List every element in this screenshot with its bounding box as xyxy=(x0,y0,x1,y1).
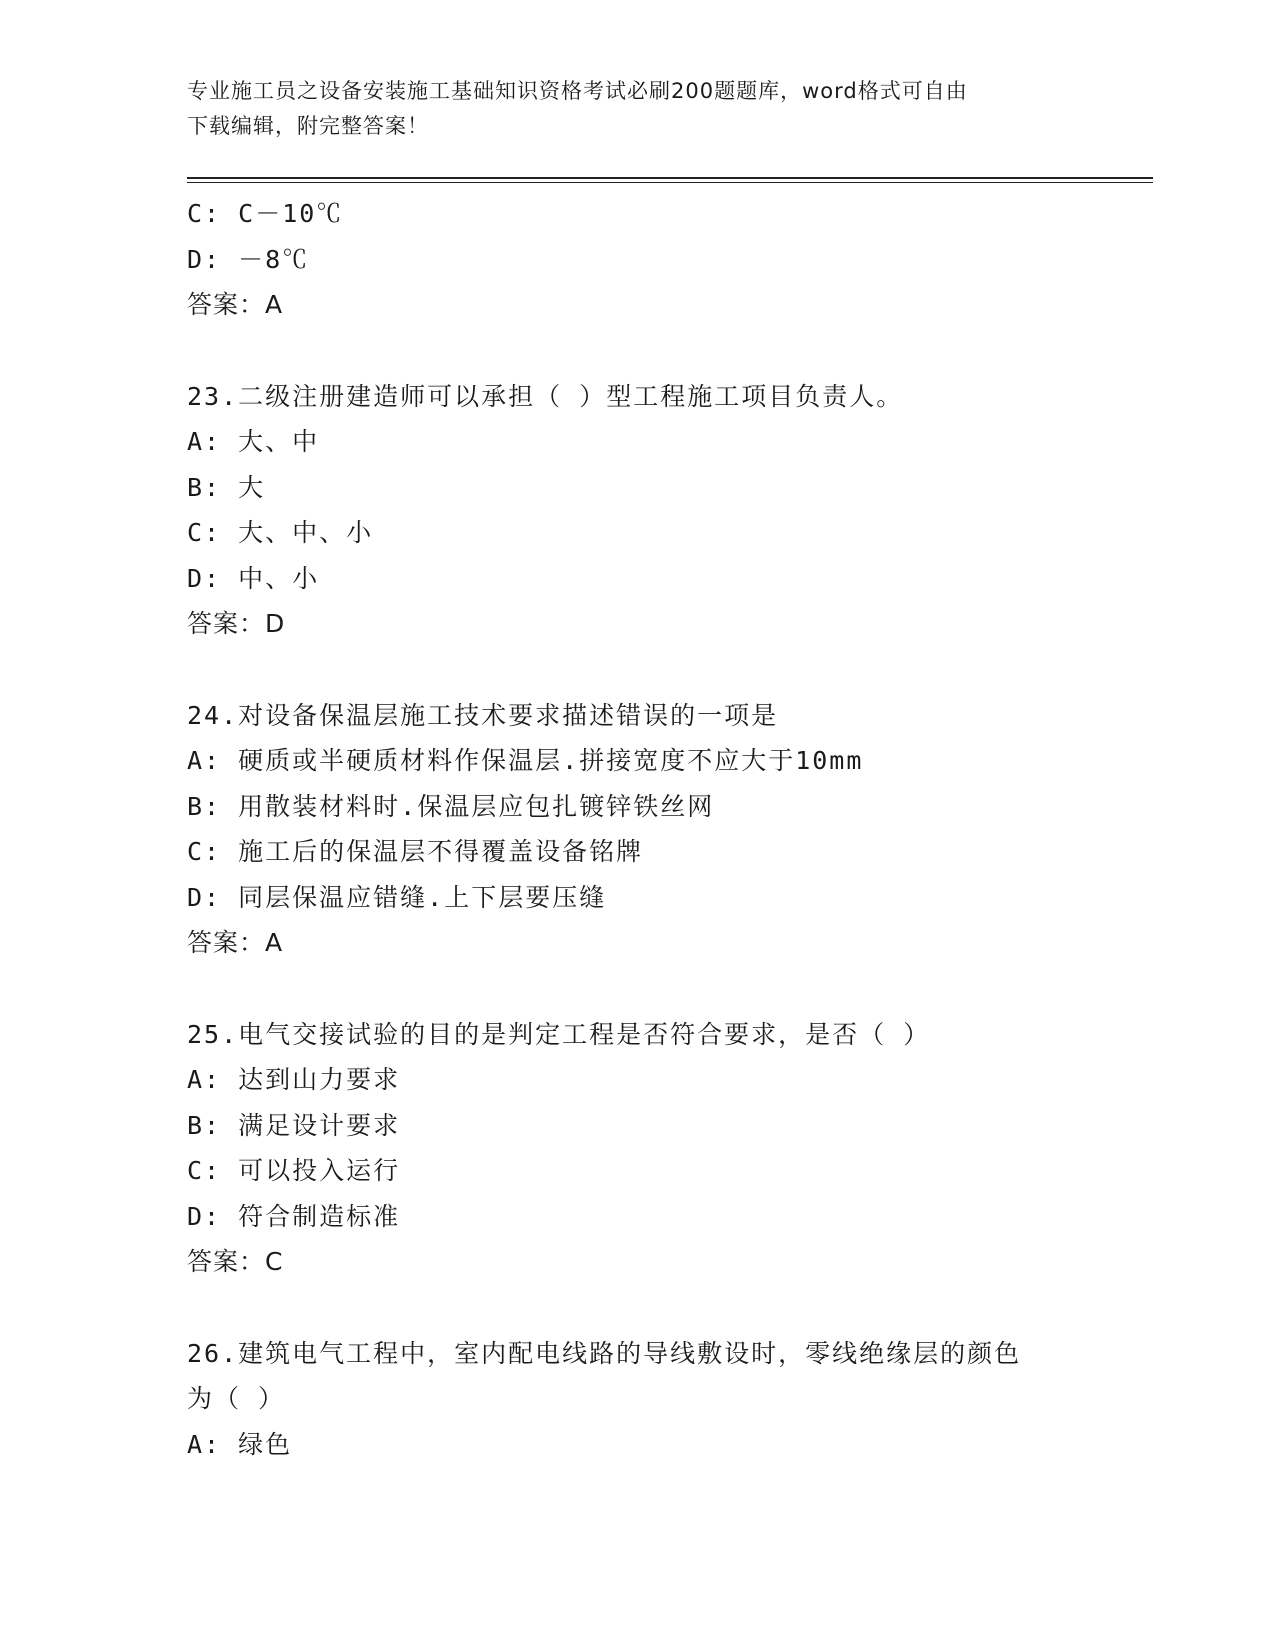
option-a: A: 大、中 xyxy=(187,427,320,456)
spacer xyxy=(187,966,1087,1012)
question-stem: 23.二级注册建造师可以承担（ ）型工程施工项目负责人。 xyxy=(187,381,904,411)
header-divider-thin xyxy=(187,182,1153,183)
option-d: D: 符合制造标准 xyxy=(187,1201,401,1231)
question-25 xyxy=(187,1012,1087,1285)
option-d: D: 中、小 xyxy=(187,563,320,593)
spacer xyxy=(187,328,1087,374)
question-stem: 25.电气交接试验的目的是判定工程是否符合要求，是否（ ） xyxy=(187,1019,931,1049)
option-c: C: 可以投入运行 xyxy=(187,1156,401,1185)
header-line-1: 专业施工员之设备安装施工基础知识资格考试必刷200题题库，word格式可自由 xyxy=(187,79,968,103)
question-22-continued xyxy=(187,191,1087,328)
question-stem-line-1: 26.建筑电气工程中，室内配电线路的导线敷设时，零线绝缘层的颜色 xyxy=(187,1338,1022,1368)
question-stem: 24.对设备保温层施工技术要求描述错误的一项是 xyxy=(187,700,779,730)
header-divider-thick xyxy=(187,177,1153,179)
option-c: C: 施工后的保温层不得覆盖设备铭牌 xyxy=(187,837,644,866)
spacer xyxy=(187,1285,1087,1331)
option-b: B: 满足设计要求 xyxy=(187,1110,401,1140)
document-header xyxy=(187,74,1087,144)
option-b: B: 大 xyxy=(187,472,266,502)
header-line-2: 下载编辑，附完整答案！ xyxy=(187,114,429,138)
answer-line: 答案：C xyxy=(187,1247,284,1276)
answer-line: 答案：A xyxy=(187,928,284,957)
spacer xyxy=(187,647,1087,693)
question-23 xyxy=(187,374,1087,647)
document-body xyxy=(187,191,1087,1467)
option-b: B: 用散装材料时.保温层应包扎镀锌铁丝网 xyxy=(187,791,715,821)
option-d: D: 同层保温应错缝.上下层要压缝 xyxy=(187,882,607,912)
option-a: A: 达到山力要求 xyxy=(187,1065,401,1094)
option-a: A: 硬质或半硬质材料作保温层.拼接宽度不应大于10mm xyxy=(187,746,864,775)
option-c: C: C－10℃ xyxy=(187,199,344,228)
question-26 xyxy=(187,1331,1087,1468)
option-a: A: 绿色 xyxy=(187,1429,293,1459)
question-24 xyxy=(187,693,1087,966)
answer-line: 答案：D xyxy=(187,609,286,638)
answer-line: 答案：A xyxy=(187,290,284,319)
option-c: C: 大、中、小 xyxy=(187,518,374,547)
question-stem-line-2: 为（ ） xyxy=(187,1384,286,1413)
option-d: D: －8℃ xyxy=(187,244,310,274)
